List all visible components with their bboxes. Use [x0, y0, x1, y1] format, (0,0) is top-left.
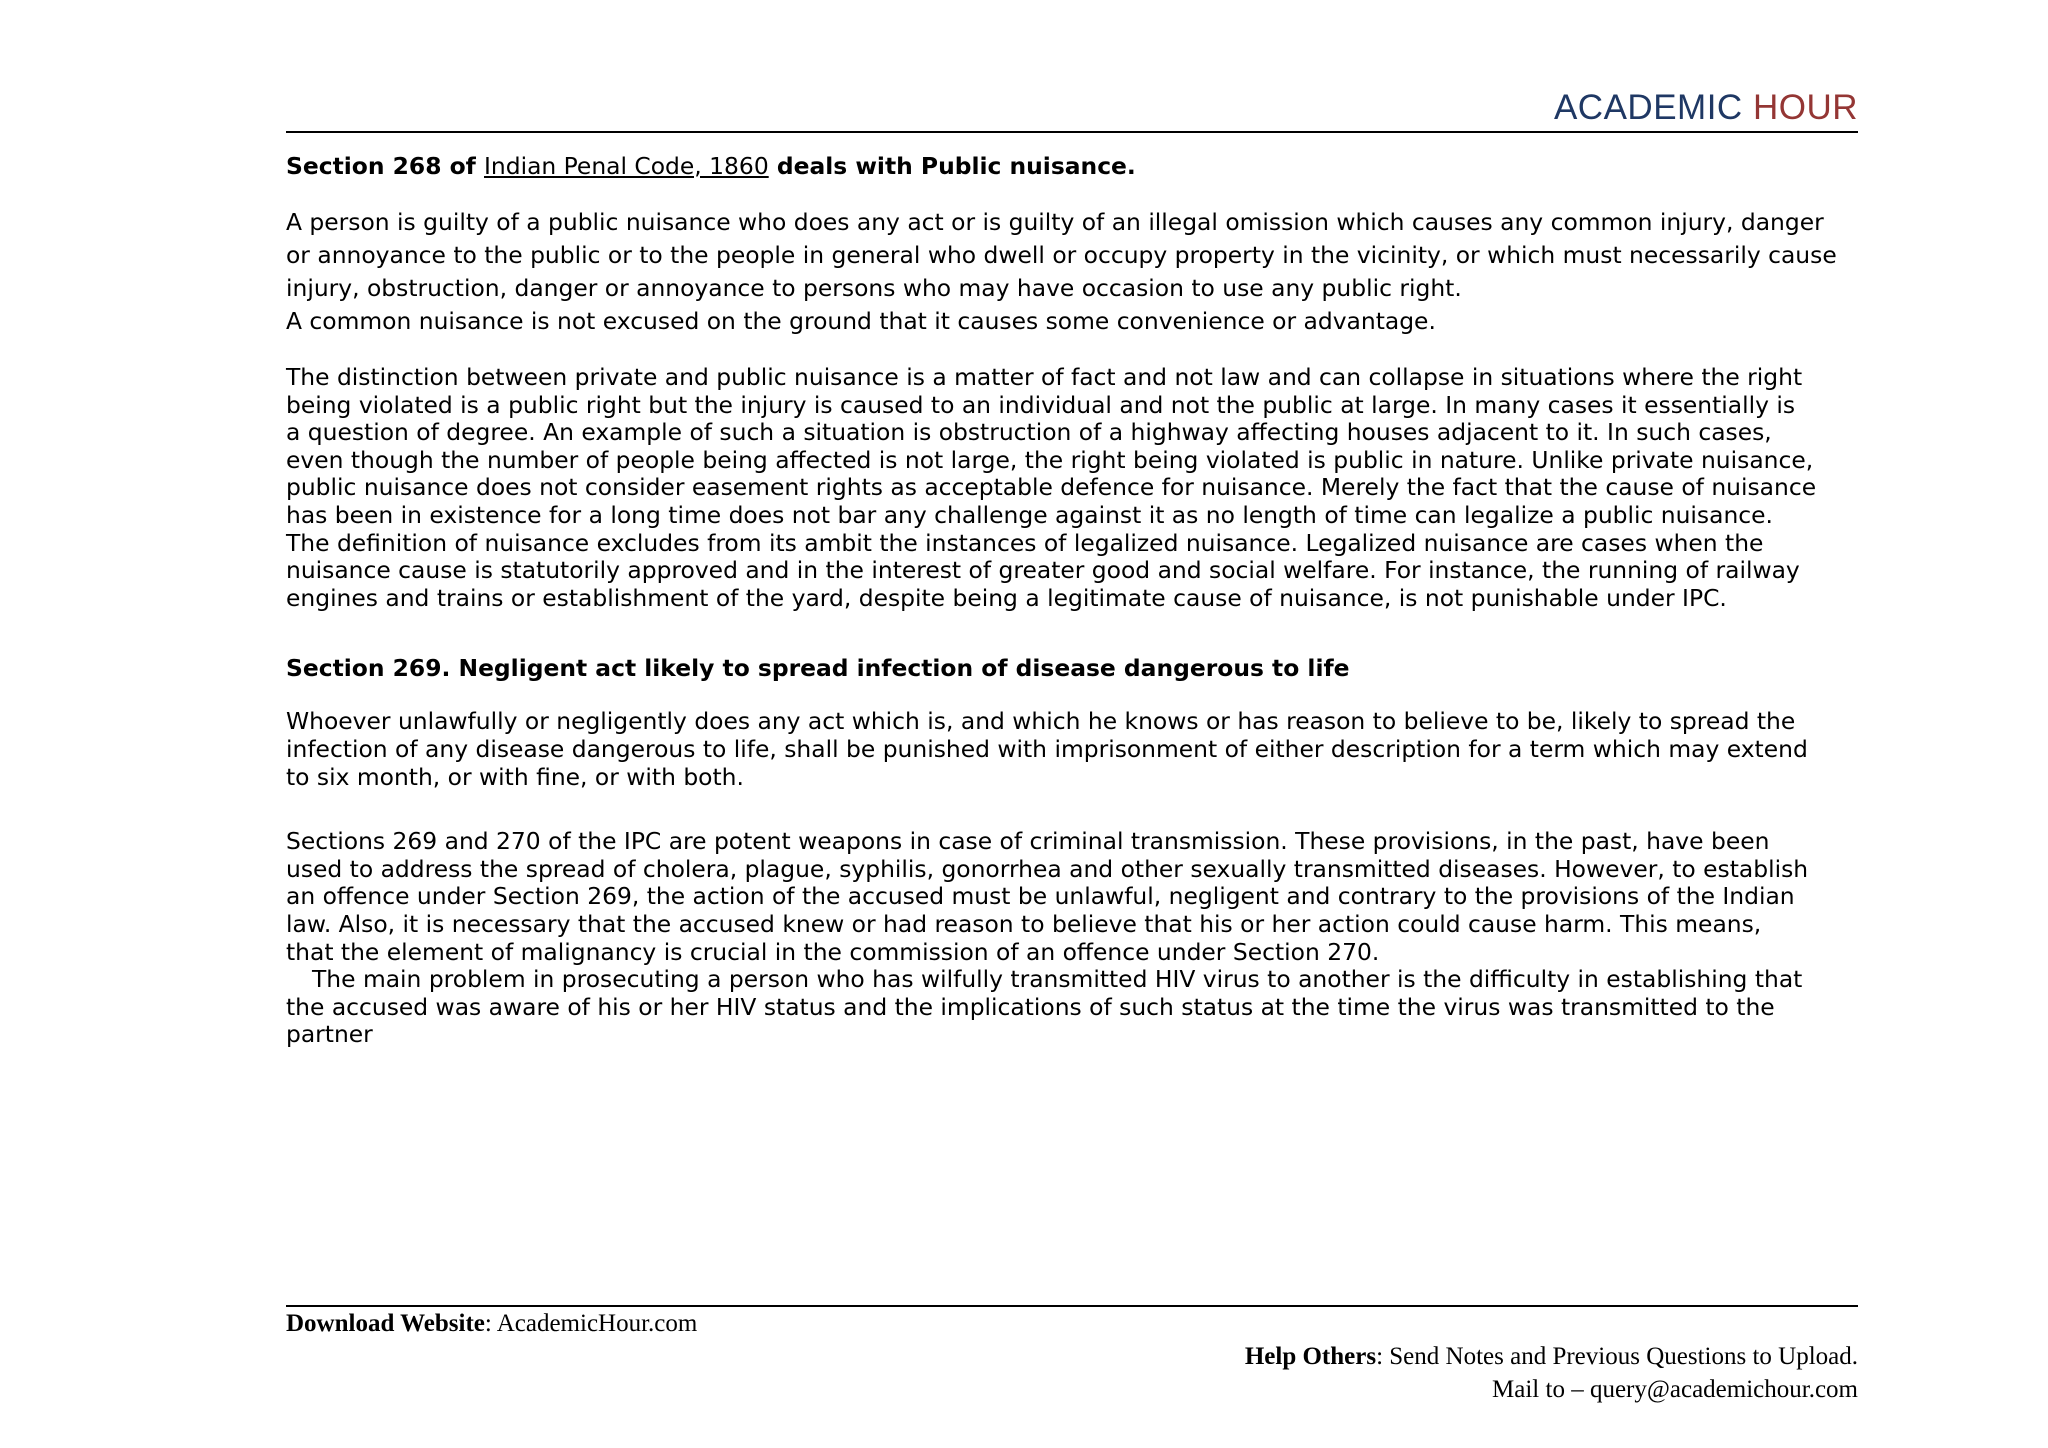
paragraph-line: Whoever unlawfully or negligently does any act which is, and which he knows or has reason to believe to be, likely to spread the — [286, 707, 1796, 736]
section-269-heading: Section 269. Negligent act likely to spread infection of disease dangerous to life — [286, 654, 1350, 683]
brand-academic: ACADEMIC — [1553, 88, 1743, 127]
paragraph-line: infection of any disease dangerous to life, shall be punished with imprisonment of either description for a term which may extend — [286, 734, 1808, 763]
help-label: Help Others — [1244, 1343, 1377, 1370]
ipc-link[interactable]: Indian Penal Code, 1860 — [484, 152, 769, 180]
paragraph-line: being violated is a public right but the injury is caused to an individual and not the public at large. In many cases it essentially is — [286, 390, 1796, 419]
section-268-commentary — [286, 364, 1858, 612]
paragraph-line: The main problem in prosecuting a person who has wilfully transmitted HIV virus to another is the difficulty in establishing that — [312, 965, 1803, 994]
paragraph-line: the accused was aware of his or her HIV status and the implications of such status at the time the virus was transmitted to the — [286, 992, 1775, 1021]
download-website-link[interactable]: : AcademicHour.com — [484, 1310, 698, 1337]
footer-divider — [286, 1305, 1858, 1307]
section-268-heading: Section 268 of Indian Penal Code, 1860 deals with Public nuisance. — [286, 152, 1136, 180]
paragraph-line: The distinction between private and public nuisance is a matter of fact and not law and can collapse in situations where the right — [286, 363, 1803, 391]
brand-logo — [1554, 88, 1858, 128]
document-page — [286, 0, 1858, 1448]
paragraph-line: a question of degree. An example of such a situation is obstruction of a highway affecting houses adjacent to it. In such cases, — [286, 418, 1772, 447]
paragraph-line: to six month, or with fine, or with both. — [286, 762, 744, 791]
paragraph-line: Sections 269 and 270 of the IPC are potent weapons in case of criminal transmission. These provisions, in the past, have been — [286, 827, 1770, 856]
paragraph-line: has been in existence for a long time does not bar any challenge against it as no length of time can legalize a public nuisance. — [286, 500, 1773, 529]
paragraph-line: or annoyance to the public or to the people in general who dwell or occupy property in the vicinity, or which must necessarily cause — [286, 241, 1837, 269]
paragraph-line: engines and trains or establishment of the yard, despite being a legitimate cause of nuisance, is not punishable under IPC. — [286, 583, 1727, 612]
paragraph-line: law. Also, it is necessary that the accused knew or had reason to believe that his or her action could cause harm. This means, — [286, 909, 1762, 938]
section-268-definition — [286, 206, 1858, 338]
footer-help — [286, 1343, 1858, 1371]
header-divider — [286, 131, 1858, 133]
paragraph-line: nuisance cause is statutorily approved and in the interest of greater good and social welfare. For instance, the running of railway — [286, 556, 1800, 585]
paragraph-line: injury, obstruction, danger or annoyance to persons who may have occasion to use any public right. — [286, 274, 1462, 302]
paragraph-line: A common nuisance is not excused on the ground that it causes some convenience or advantage. — [286, 307, 1436, 335]
paragraph-line: public nuisance does not consider easement rights as acceptable defence for nuisance. Merely the fact that the cause of nuisance — [286, 473, 1817, 502]
paragraph-line: partner — [286, 1020, 373, 1049]
footer-mail[interactable]: Mail to – query@academichour.com — [1492, 1376, 1858, 1403]
document-body — [286, 150, 1858, 1049]
paragraph-line: an offence under Section 269, the action of the accused must be unlawful, negligent and contrary to the provisions of the Indian — [286, 882, 1795, 911]
paragraph-line: that the element of malignancy is crucial in the commission of an offence under Section 270. — [286, 937, 1380, 966]
paragraph-line: used to address the spread of cholera, plague, syphilis, gonorrhea and other sexually transmitted diseases. However, to establish — [286, 854, 1809, 883]
help-text: : Send Notes and Previous Questions to Upload. — [1376, 1343, 1858, 1370]
paragraph-line: A person is guilty of a public nuisance who does any act or is guilty of an illegal omission which causes any common injury, danger — [286, 208, 1824, 236]
footer-download — [286, 1310, 1858, 1338]
paragraph-line: The definition of nuisance excludes from its ambit the instances of legalized nuisance. Legalized nuisance are cases when the — [286, 528, 1764, 557]
section-269-definition — [286, 708, 1858, 791]
download-label: Download Website — [286, 1310, 485, 1337]
paragraph-line: even though the number of people being affected is not large, the right being violated is public in nature. Unlike private nuisance, — [286, 445, 1814, 474]
brand-hour: HOUR — [1752, 88, 1858, 127]
section-269-commentary — [286, 828, 1858, 1049]
